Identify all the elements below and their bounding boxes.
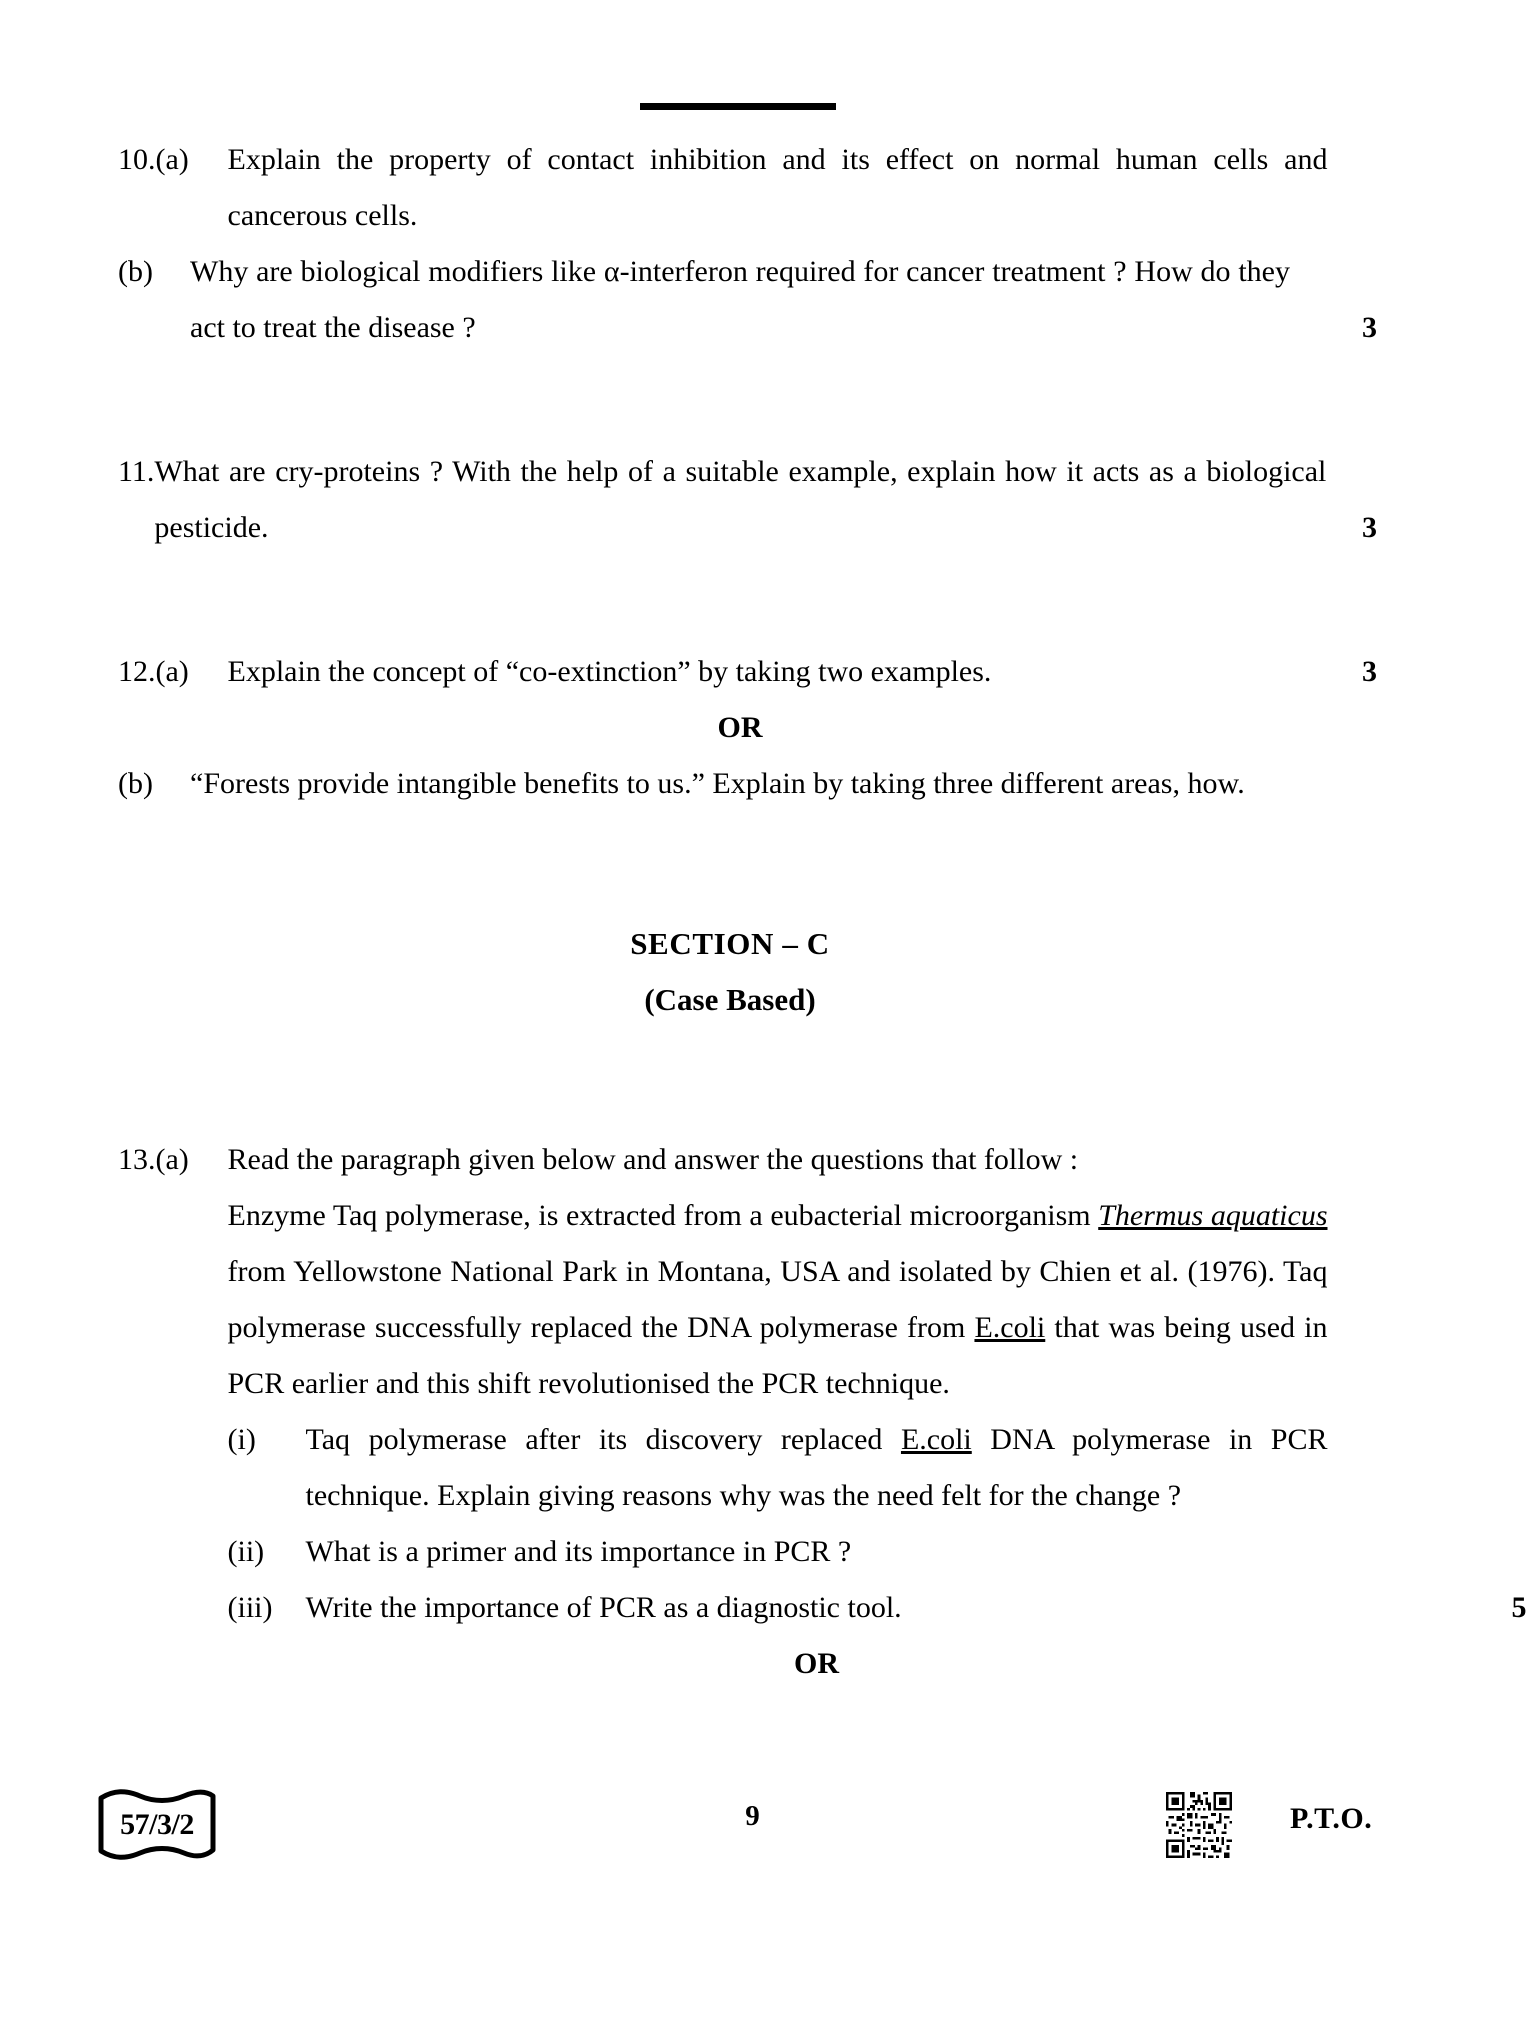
sub-question-label: (ii) [227,1535,265,1568]
marks-value: 3 [1362,511,1377,544]
page-number: 9 [745,1800,760,1832]
top-rule-divider [640,103,836,110]
ecoli-name: E.coli [974,1311,1046,1344]
question-text: Explain the property of contact inhibition and its effect on normal human cells and cancerous cells. [227,143,1328,232]
question-part-label: (b) [118,767,153,800]
question-part-label: (a) [155,655,189,688]
qr-code-icon [1166,1792,1232,1858]
sub-question-body [306,1524,1328,1580]
question-number: 12. [118,655,156,688]
case-intro-text: Read the paragraph given below and answer the questions that follow : [227,1143,1079,1176]
question-body [228,644,1328,700]
sub-question-text: Write the importance of PCR as a diagnostic tool. [305,1591,902,1624]
sub-question-text [306,1412,1328,1524]
spacer [0,556,1505,644]
question-row [0,1132,1527,1692]
marks-value: 5 [1511,1591,1527,1624]
question-row [0,132,1505,244]
alternative-separator-row [0,700,1505,756]
question-text: “Forests provide intangible benefits to us.” Explain by taking three different areas, how. [190,767,1245,800]
case-paragraph-part3: that was being used in PCR earlier and this shift revolutionised the PCR technique. [227,1311,1328,1400]
ecoli-name: E.coli [900,1423,972,1456]
question-text: Explain the concept of “co-extinction” by taking two examples. [227,655,992,688]
question-number: 10. [118,143,156,176]
sub-question-row [227,1580,1527,1636]
case-paragraph-part2: from Yellowstone National Park in Montana, USA and isolated by Chien et al. (1976). Taq polymerase successfully replaced the DNA polymerase from [227,1255,1328,1344]
sub-text-before: Taq polymerase after its discovery replaced [305,1423,901,1456]
question-row [0,756,1505,812]
section-title: SECTION – C [630,926,830,961]
question-body [190,244,1290,356]
or-container [190,700,1290,756]
question-content-area [0,132,1527,1692]
section-heading-block [0,916,1505,1028]
sub-question-label: (iii) [227,1591,273,1624]
marks-value: 3 [1362,655,1377,688]
sub-question-row [228,1524,1328,1580]
sub-question-row [228,1412,1328,1524]
sub-question-text: What is a primer and its importance in PCR ? [305,1535,852,1568]
sub-text-after: DNA polymerase in PCR technique. Explain giving reasons why was the need felt for the change ? [305,1423,1328,1512]
label-spacer [118,700,190,756]
question-text: What are cry-proteins ? With the help of a suitable example, explain how it acts as a biological pesticide. [154,455,1327,544]
question-number: 13. [118,1143,156,1176]
section-subtitle: (Case Based) [644,982,816,1017]
organism-name: Thermus aquaticus [1098,1199,1328,1232]
question-part-label: (a) [155,143,189,176]
or-label: OR [717,711,763,744]
pto-label: P.T.O. [1290,1802,1373,1835]
question-part-label: (b) [118,255,153,288]
case-paragraph [228,1188,1328,1412]
spacer [0,1028,1505,1132]
question-row [0,444,1505,556]
or-label: OR [794,1647,839,1680]
question-body [228,132,1328,244]
marks-value: 3 [1362,311,1377,344]
question-row [0,644,1505,700]
question-row [0,244,1505,356]
question-number: 11. [118,455,155,488]
question-body [190,756,1290,812]
question-body [227,1132,1527,1692]
sub-question-label: (i) [227,1423,256,1456]
page-footer [0,1780,1505,1890]
paper-code-text: 57/3/2 [120,1808,194,1841]
question-body [154,444,1326,556]
sub-question-body [306,1580,1328,1636]
spacer [0,356,1505,444]
spacer [0,812,1505,916]
sub-question-body [306,1412,1328,1524]
question-part-label: (a) [155,1143,189,1176]
case-paragraph-part1: Enzyme Taq polymerase, is extracted from a eubacterial microorganism [227,1199,1099,1232]
question-text: Why are biological modifiers like α-interferon required for cancer treatment ? How do they act to treat the disease ? [190,255,1290,344]
